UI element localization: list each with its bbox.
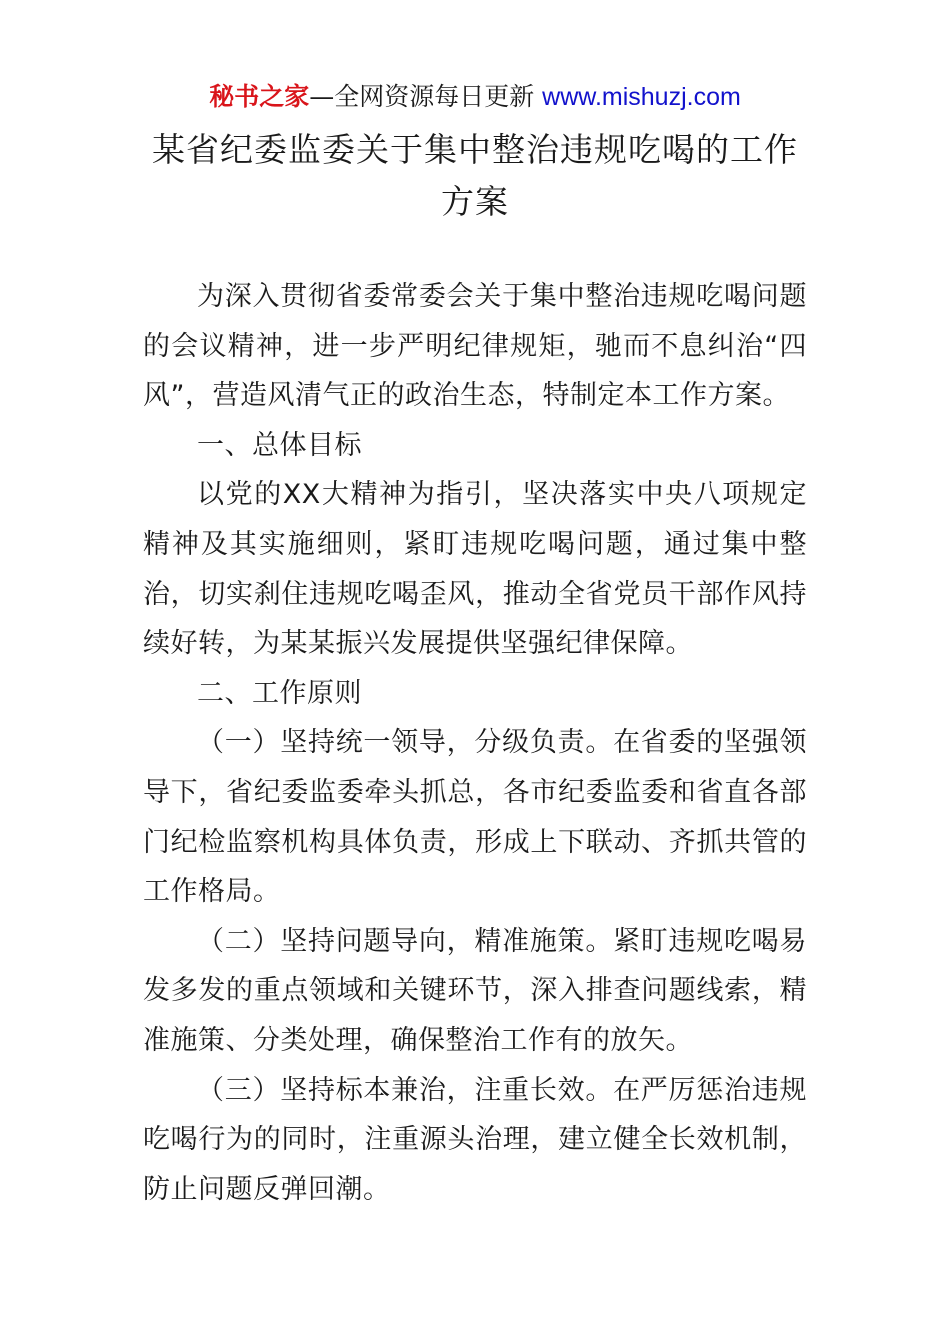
goal-paragraph: 以党的XX大精神为指引，坚决落实中央八项规定精神及其实施细则，紧盯违规吃喝问题，通过集中整治，切实刹住违规吃喝歪风，推动全省党员干部作风持续好转，为某某振兴发展提供坚强纪律保障。 <box>143 479 807 660</box>
principle-paragraph-1: （一）坚持统一领导，分级负责。在省委的坚强领导下，省纪委监委牵头抓总，各市纪委监委和省直各部门纪检监察机构具体负责，形成上下联动、齐抓共管的工作格局。 <box>143 727 807 908</box>
section-heading-goal: 一、总体目标 <box>197 429 362 461</box>
section-heading-principles: 二、工作原则 <box>197 677 362 709</box>
header-tagline: —全网资源每日更新 <box>309 82 543 111</box>
site-url-link[interactable]: www.mishuzj.com <box>542 83 741 111</box>
intro-paragraph: 为深入贯彻省委常委会关于集中整治违规吃喝问题的会议精神，进一步严明纪律规矩，驰而不息纠治“四风”，营造风清气正的政治生态，特制定本工作方案。 <box>143 281 807 412</box>
document-body <box>143 272 807 1214</box>
principle-paragraph-3: （三）坚持标本兼治，注重长效。在严厉惩治违规吃喝行为的同时，注重源头治理，建立健全长效机制，防止问题反弹回潮。 <box>143 1074 807 1205</box>
principle-paragraph-2: （二）坚持问题导向，精准施策。紧盯违规吃喝易发多发的重点领域和关键环节，深入排查问题线索，精准施策、分类处理，确保整治工作有的放矢。 <box>143 925 807 1056</box>
brand-name: 秘书之家 <box>209 82 310 111</box>
site-header <box>0 80 950 114</box>
document-title: 某省纪委监委关于集中整治违规吃喝的工作方案 <box>152 130 798 221</box>
